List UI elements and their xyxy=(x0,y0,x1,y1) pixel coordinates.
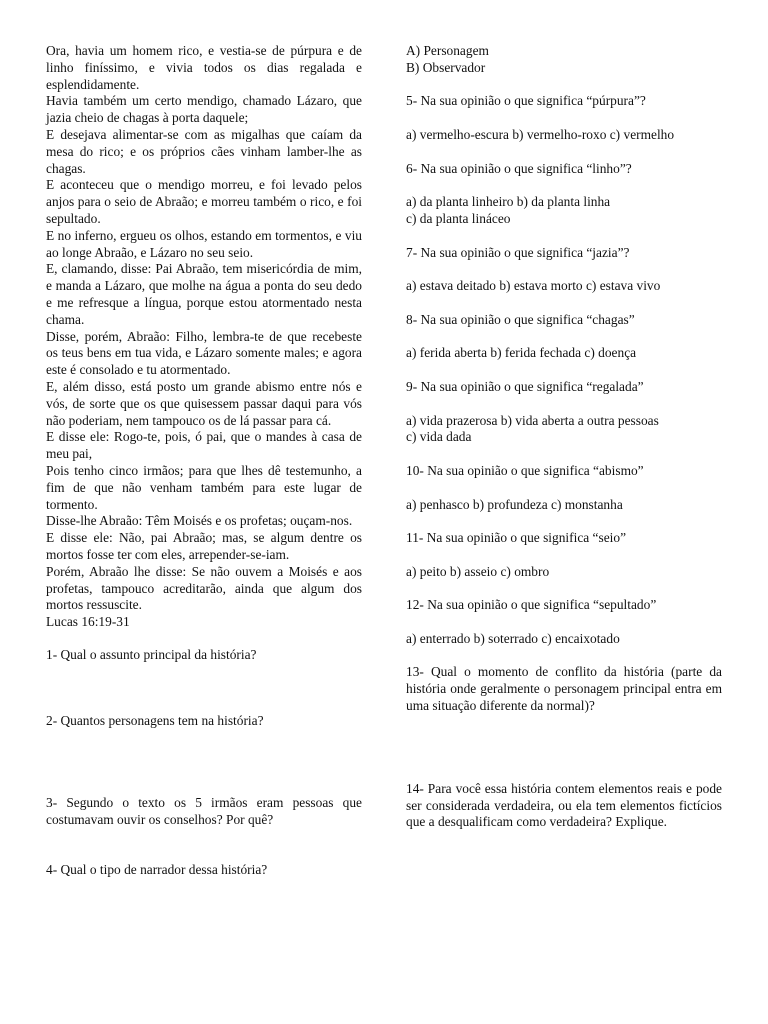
question-6-options-line-1: a) da planta linheiro b) da planta linha xyxy=(406,194,611,210)
question-6: 6- Na sua opinião o que significa “linho”? xyxy=(406,160,632,176)
spacer xyxy=(406,110,722,127)
story-paragraph: Pois tenho cinco irmãos; para que lhes dê testemunho, a fim de que não venham também para este lugar de tormento. xyxy=(46,462,362,512)
question-10-options: a) penhasco b) profundeza c) monstanha xyxy=(406,496,623,512)
narrator-option-b: B) Observador xyxy=(406,59,486,75)
question-7: 7- Na sua opinião o que significa “jazia”? xyxy=(406,244,630,260)
spacer xyxy=(406,295,722,312)
narrator-option-a: A) Personagem xyxy=(406,43,489,58)
spacer xyxy=(406,581,722,598)
spacer xyxy=(406,614,722,631)
spacer xyxy=(406,261,722,278)
question-8-options: a) ferida aberta b) ferida fechada c) doença xyxy=(406,345,637,361)
question-11-options: a) peito b) asseio c) ombro xyxy=(406,563,550,579)
question-5: 5- Na sua opinião o que significa “púrpura”? xyxy=(406,93,646,109)
question-8: 8- Na sua opinião o que significa “chagas” xyxy=(406,311,635,327)
story-paragraph: E disse ele: Rogo-te, pois, ó pai, que o mandes à casa de meu pai, xyxy=(46,429,362,462)
spacer xyxy=(406,513,722,530)
story-paragraph: Disse-lhe Abraão: Têm Moisés e os profetas; ouçam-nos. xyxy=(46,513,353,529)
story-paragraph: E desejava alimentar-se com as migalhas que caíam da mesa do rico; e os próprios cães vinham lamber-lhe as chagas. xyxy=(46,126,362,176)
spacer xyxy=(406,446,722,463)
question-4: 4- Qual o tipo de narrador dessa história? xyxy=(46,862,268,878)
question-9-options-line-1: a) vida prazerosa b) vida aberta a outra pessoas xyxy=(406,412,659,428)
question-9-options-line-2: c) vida dada xyxy=(406,429,472,445)
story-paragraph: Disse, porém, Abraão: Filho, lembra-te de que recebeste os teus bens em tua vida, e Lázaro somente males; e agora este é consolado e tu atormentado. xyxy=(46,328,362,378)
question-1: 1- Qual o assunto principal da história? xyxy=(46,646,257,662)
story-paragraph: Porém, Abraão lhe disse: Se não ouvem a Moisés e aos profetas, tampouco acreditarão, ainda que algum dos mortos ressuscite. xyxy=(46,563,362,613)
question-12-options: a) enterrado b) soterrado c) encaixotado xyxy=(406,630,620,646)
question-12: 12- Na sua opinião o que significa “sepultado” xyxy=(406,597,657,613)
spacer xyxy=(406,177,722,194)
spacer xyxy=(406,480,722,497)
spacer xyxy=(406,144,722,161)
story-paragraph: E, clamando, disse: Pai Abraão, tem misericórdia de mim, e manda a Lázaro, que molhe na água a ponta do seu dedo e me refresque a língua, porque estou atormentado nesta chama. xyxy=(46,261,362,327)
spacer xyxy=(406,547,722,564)
story-paragraph: E disse ele: Não, pai Abraão; mas, se algum dentre os mortos fosse ter com eles, arrepender-se-iam. xyxy=(46,530,362,562)
story-paragraph: E no inferno, ergueu os olhos, estando em tormentos, e viu ao longe Abraão, e Lázaro no seu seio. xyxy=(46,227,362,260)
story-paragraph: E, além disso, está posto um grande abismo entre nós e vós, de sorte que os que quisessem passar daqui para vós não poderiam, nem tampouco os de lá passar para cá. xyxy=(46,378,362,428)
left-column xyxy=(46,43,362,879)
question-14: 14- Para você essa história contem elementos reais e pode ser considerada verdadeira, ou ela tem elementos fictícios que a desqualificam como verdadeira? Explique. xyxy=(406,780,722,830)
spacer xyxy=(406,396,722,413)
answer-space-13 xyxy=(406,715,722,781)
spacer xyxy=(406,228,722,245)
question-11: 11- Na sua opinião o que significa “seio” xyxy=(406,530,627,546)
answer-space-3 xyxy=(46,829,362,862)
story-paragraph: Havia também um certo mendigo, chamado Lázaro, que jazia cheio de chagas à porta daquele; xyxy=(46,93,362,126)
story-reference: Lucas 16:19-31 xyxy=(46,614,130,630)
question-10: 10- Na sua opinião o que significa “abismo” xyxy=(406,462,644,478)
story-paragraph: Ora, havia um homem rico, e vestia-se de púrpura e de linho finíssimo, e vivia todos os dias regalada e esplendidamente. xyxy=(46,43,362,92)
question-7-options: a) estava deitado b) estava morto c) estava vivo xyxy=(406,278,661,294)
spacer xyxy=(406,77,722,94)
spacer xyxy=(46,631,362,647)
right-column xyxy=(406,43,722,831)
story-paragraph: E aconteceu que o mendigo morreu, e foi levado pelos anjos para o seio de Abraão; e morreu também o rico, e foi sepultado. xyxy=(46,177,362,226)
spacer xyxy=(406,648,722,665)
question-3: 3- Segundo o texto os 5 irmãos eram pessoas que costumavam ouvir os conselhos? Por quê? xyxy=(46,795,362,828)
answer-space-1 xyxy=(46,664,362,713)
question-5-options: a) vermelho-escura b) vermelho-roxo c) vermelho xyxy=(406,126,675,142)
spacer xyxy=(406,362,722,379)
question-6-options-line-2: c) da planta lináceo xyxy=(406,210,511,226)
spacer xyxy=(406,329,722,346)
question-2: 2- Quantos personagens tem na história? xyxy=(46,712,264,728)
answer-space-2 xyxy=(46,729,362,795)
question-9: 9- Na sua opinião o que significa “regalada” xyxy=(406,378,644,394)
question-13: 13- Qual o momento de conflito da história (parte da história onde geralmente o personagem principal entra em uma situação diferente da normal)? xyxy=(406,664,722,714)
